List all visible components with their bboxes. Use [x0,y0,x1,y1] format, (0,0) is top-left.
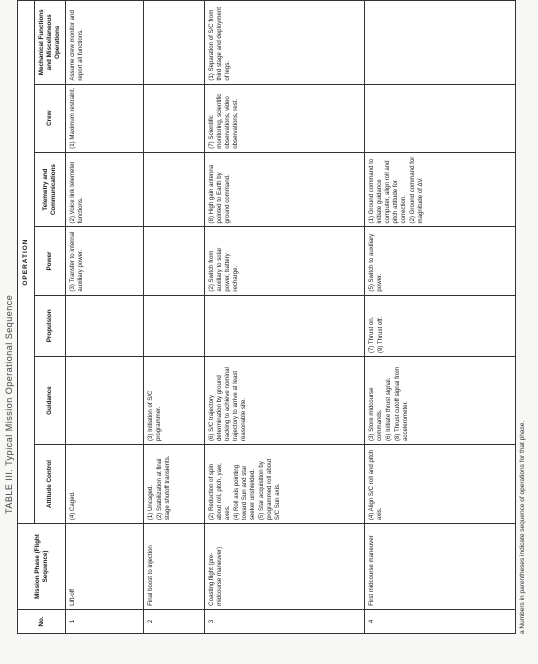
cell-entry: (6) S/C trajectory determination by ground tracking to achieve nominal trajectory to arrive at least reasonable site. [207,367,247,442]
header-operation: OPERATION [18,1,35,524]
cell-entry: (1) Ground command to initiate guidance computer, align roll and pitch attitude for correction. [368,158,408,224]
operation-cell [144,357,204,445]
cell-entry: (1) Separation of S/C from third stage and deployment of legs. [207,7,231,81]
header-mechanical: Mechanical Functions and Miscellaneous Operations [35,1,66,85]
header-no: No. [18,609,66,633]
table-row [365,1,516,634]
cell-entry: (3) Transfer to internal auxiliary power. [69,231,84,292]
operation-cell [204,295,365,357]
mission-phase-cell: Coasting flight (pre-midcourse maneuver) [204,524,365,610]
cell-entry: (2) Voice link telemeter functions. [69,161,84,224]
mission-phase-cell: Final boost to injection [144,524,204,610]
operation-cell [204,152,365,227]
operation-cell [66,152,144,227]
operation-cell [204,84,365,152]
operation-cell [204,445,365,524]
cell-entry: (8) Thrust cutoff signal from accelerometer. [394,366,410,442]
cell-entry: (7) Thrust on. [368,316,376,354]
operation-cell [365,445,516,524]
header-mission-phase: Mission Phase (Flight Sequence) [18,524,66,610]
cell-entry: (2) Stabilization at final stage shutoff transients. [156,455,172,521]
operation-cell [144,445,204,524]
operation-cell [365,295,516,357]
operation-cell [66,445,144,524]
operation-cell [204,1,365,85]
operation-cell [144,84,204,152]
row-number: 3 [204,609,365,633]
operations-table [17,0,516,634]
operation-cell [365,152,516,227]
operation-cell [144,227,204,295]
operation-cell [66,357,144,445]
cell-entry: (7) Scientific monitoring, scientific observations, video observations, rest. [207,93,239,149]
table-row [204,1,365,634]
row-number: 4 [365,609,516,633]
cell-entry: (2) Ground command for magnitude of ΔV. [409,156,425,224]
cell-entry: (1) Uncaged. [147,484,155,521]
row-number: 2 [144,609,204,633]
header-crew: Crew [35,84,66,152]
cell-entry: (5) Switch to auxiliary power. [368,233,384,292]
operation-cell [365,84,516,152]
cell-entry: (2) Reduction of spin about roll, pitch, yaw, axes. [207,463,231,521]
footnote: a Numbers in parentheses indicate sequence of operations for that phase. [519,420,526,634]
cell-entry: (8) High gain antenna pointed to Earth by ground command. [207,164,231,224]
operation-cell [365,227,516,295]
operation-cell [66,295,144,357]
operation-cell [365,1,516,85]
cell-entry: Assume crew monitor and report all functions. [69,10,84,81]
header-guidance: Guidance [35,357,66,445]
mission-phase-cell: First midcourse maneuver [365,524,516,610]
cell-entry: (1) Maximum restraint. [69,87,76,149]
table-row [66,1,144,634]
operation-cell [66,84,144,152]
header-power: Power [35,227,66,295]
operation-cell [66,1,144,85]
mission-phase-cell: Lift-off [66,524,144,610]
cell-entry: (3) Initiation of S/C programmer. [147,390,163,442]
operation-cell [365,357,516,445]
operation-cell [144,295,204,357]
operation-cell [144,1,204,85]
header-attitude-control: Attitude Control [35,445,66,524]
header-telemetry: Telemetry and Communications [35,152,66,227]
cell-entry: (2) Switch from auxiliary to solar power, battery recharge. [207,247,239,292]
cell-entry: (4) Align S/C roll and pitch axis. [368,449,384,521]
operation-cell [144,152,204,227]
table-row [144,1,204,634]
cell-entry: (5) Star acquisition by programmed roll about S/C Sun axis. [257,458,281,521]
cell-entry: (9) Thrust off. [377,316,385,354]
header-propulsion: Propulsion [35,295,66,357]
operation-cell [204,357,365,445]
table-title: TABLE III. Typical Mission Operational Sequence [4,294,14,514]
table-body [66,1,516,634]
row-number: 1 [66,609,144,633]
cell-entry: (3) Store midcourse commands. [368,387,384,442]
operation-cell [204,227,365,295]
cell-entry: (4) Roll axis pointing toward Sun and star seeker unshielded. [232,464,256,521]
operation-cell [66,227,144,295]
cell-entry: (6) Initiate thrust signal. [385,377,393,442]
cell-entry: (4) Caged. [69,491,76,521]
